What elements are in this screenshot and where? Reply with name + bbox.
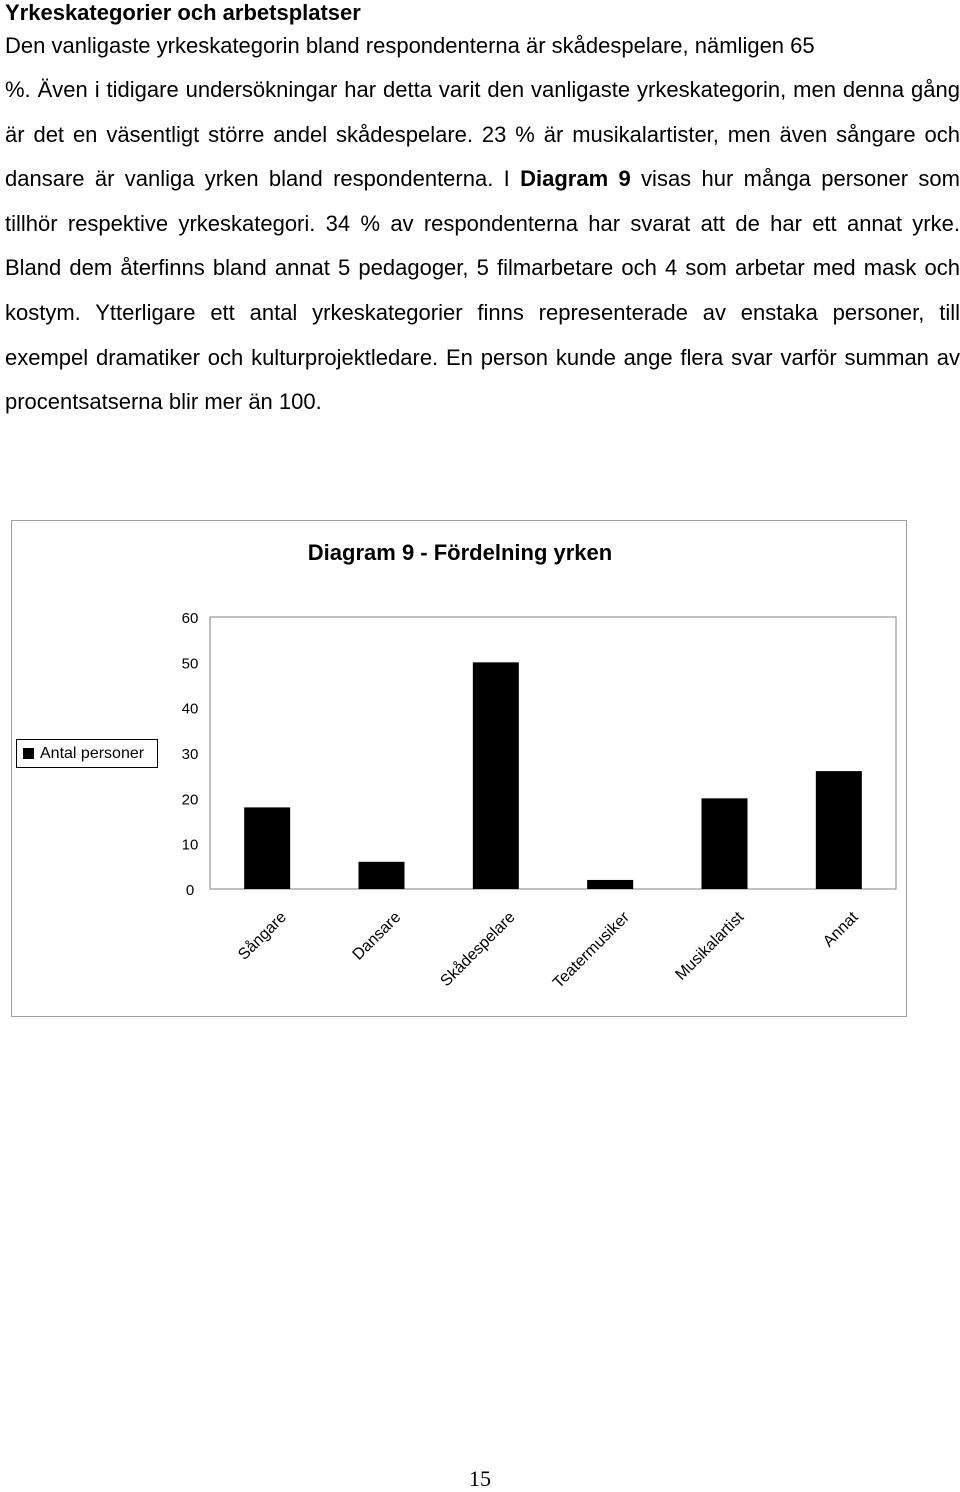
intro-line: Den vanligaste yrkeskategorin bland respondenterna är skådespelare, nämligen 65	[5, 33, 815, 58]
y-tick-label: 50	[181, 655, 199, 673]
page-number: 15	[469, 1466, 491, 1491]
x-tick-label: Teatermusiker	[549, 908, 633, 992]
chart-title: Diagram 9 - Fördelning yrken	[307, 540, 613, 565]
legend-swatch	[23, 748, 34, 759]
paragraph-text-1: %. Även i tidigare undersökningar har detta varit den vanligaste yrkeskategorin, men denna gång är det en väsentligt större andel skådespelare. 23 % är musikalartister, men även sångare och dansare är vanliga yrken bland respondenterna. I	[5, 77, 960, 192]
y-tick-label: 20	[181, 791, 199, 809]
x-tick-label: Annat	[820, 908, 862, 951]
y-tick-label: 10	[181, 836, 199, 854]
bar-3	[587, 880, 633, 889]
diagram-reference: Diagram 9	[520, 166, 631, 192]
y-tick-label: 60	[181, 610, 199, 627]
y-tick-label: 40	[181, 700, 199, 718]
paragraph-text-2: visas hur många personer som tillhör respektive yrkeskategori. 34 % av respondenterna har svarat att de har ett annat yrke. Bland dem återfinns bland annat 5 pedagoger, 5 filmarbetare och 4 som arbetar med mask och kostym. Ytterligare ett antal yrkeskategorier finns representerade av enstaka personer, till exempel dramatiker och kulturprojektledare. En person kunde ange flera svar varför summan av procentsatserna blir mer än 100.	[5, 166, 960, 415]
plot-area	[210, 617, 896, 889]
legend-label: Antal personer	[40, 744, 145, 762]
bar-2	[473, 662, 519, 889]
y-tick-label: 0	[185, 882, 195, 899]
bar-0	[244, 807, 290, 889]
bar-4	[702, 798, 748, 889]
chart-legend	[16, 739, 158, 768]
x-tick-label: Musikalartist	[672, 908, 748, 984]
y-tick-label: 30	[181, 746, 199, 763]
x-tick-label: Dansare	[349, 908, 405, 964]
x-tick-label: Sångare	[235, 908, 290, 964]
bar-1	[359, 862, 405, 889]
x-tick-label: Skådespelare	[437, 908, 519, 991]
section-heading: Yrkeskategorier och arbetsplatser	[5, 0, 361, 25]
bar-5	[816, 771, 862, 889]
